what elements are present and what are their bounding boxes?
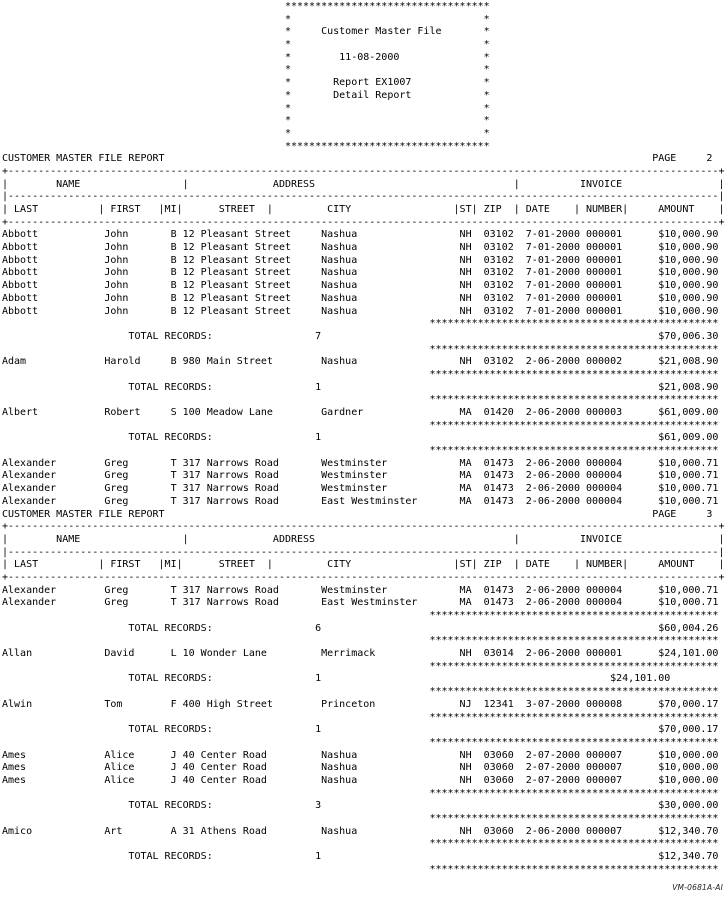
page-header: CUSTOMER MASTER FILE REPORT PAGE 3 (2, 508, 713, 520)
detail-row: Abbott John B 12 Pleasant Street Nashua NH 03102 7-01-2000 000001 $10,000.90 (2, 267, 719, 279)
detail-row: Abbott John B 12 Pleasant Street Nashua NH 03102 7-01-2000 000001 $10,000.90 (2, 242, 719, 254)
separator-line: ************************************************ (2, 686, 719, 698)
detail-row: Alexander Greg T 317 Narrows Road Westminster MA 01473 2-06-2000 000004 $10,000.71 (2, 584, 719, 596)
separator-line: ************************************************ (2, 813, 719, 824)
detail-row: Abbott John B 12 Pleasant Street Nashua NH 03102 7-01-2000 000001 $10,000.90 (2, 280, 719, 292)
total-line: TOTAL RECORDS: 1 $70,000.17 (2, 724, 719, 736)
total-line: TOTAL RECORDS: 1 $24,101.00 (2, 673, 671, 685)
total-line: TOTAL RECORDS: 6 $60,004.26 (2, 622, 719, 634)
separator-line: ************************************************ (2, 635, 719, 647)
table-border: +----------------------------------------------------------------------------------------------------------------------+ (2, 165, 725, 177)
detail-row: Alexander Greg T 317 Narrows Road East Westminster MA 01473 2-06-2000 000004 $10,000.71 (2, 495, 719, 507)
table-border: +----------------------------------------------------------------------------------------------------------------------+ (2, 521, 725, 533)
detail-row: Albert Robert S 100 Meadow Lane Gardner MA 01420 2-06-2000 000003 $61,009.00 (2, 407, 719, 418)
detail-row: Allan David L 10 Wonder Lane Merrimack NH 03014 2-06-2000 000001 $24,101.00 (2, 648, 719, 660)
report-body (2, 1, 724, 876)
figure-label: VM-0681A-AI (672, 883, 723, 892)
detail-row: Abbott John B 12 Pleasant Street Nashua NH 03102 7-01-2000 000001 $10,000.90 (2, 305, 719, 317)
detail-row: Ames Alice J 40 Center Road Nashua NH 03060 2-07-2000 000007 $10,000.00 (2, 749, 719, 761)
separator-line: ************************************************ (2, 318, 719, 330)
separator-line: ************************************************ (2, 368, 719, 380)
banner-report-type: * Detail Report * (2, 89, 490, 101)
table-border: |----------------------------------------------------------------------------------------------------------------------| (2, 191, 725, 203)
banner-title: * Customer Master File * (2, 26, 490, 38)
table-border: |----------------------------------------------------------------------------------------------------------------------| (2, 546, 725, 558)
separator-line: ************************************************ (2, 660, 719, 672)
total-line: TOTAL RECORDS: 3 $30,000.00 (2, 800, 719, 812)
detail-row: Alexander Greg T 317 Narrows Road Westminster MA 01473 2-06-2000 000004 $10,000.71 (2, 457, 719, 469)
separator-line: ************************************************ (2, 394, 719, 406)
separator-line: ************************************************ (2, 445, 719, 457)
banner-line: * * (2, 13, 490, 25)
detail-row: Alwin Tom F 400 High Street Princeton NJ 12341 3-07-2000 000008 $70,000.17 (2, 698, 719, 710)
separator-line: ************************************************ (2, 787, 719, 799)
detail-row: Ames Alice J 40 Center Road Nashua NH 03060 2-07-2000 000007 $10,000.00 (2, 774, 719, 786)
detail-row: Alexander Greg T 317 Narrows Road Westminster MA 01473 2-06-2000 000004 $10,000.71 (2, 483, 719, 495)
total-line: TOTAL RECORDS: 1 $12,340.70 (2, 851, 719, 863)
separator-line: ************************************************ (2, 711, 719, 723)
table-column-header: | LAST | FIRST |MI| STREET | CITY |ST| ZIP | DATE | NUMBER| AMOUNT | (2, 204, 725, 215)
detail-row: Abbott John B 12 Pleasant Street Nashua NH 03102 7-01-2000 000001 $10,000.90 (2, 229, 719, 241)
total-line: TOTAL RECORDS: 7 $70,006.30 (2, 330, 719, 342)
table-border: +----------------------------------------------------------------------------------------------------------------------+ (2, 216, 725, 228)
detail-row: Adam Harold B 980 Main Street Nashua NH 03102 2-06-2000 000002 $21,008.90 (2, 356, 719, 368)
page-header: CUSTOMER MASTER FILE REPORT PAGE 2 (2, 153, 713, 165)
banner-line: * * (2, 115, 490, 127)
detail-row: Alexander Greg T 317 Narrows Road East Westminster MA 01473 2-06-2000 000004 $10,000.71 (2, 597, 719, 609)
detail-row: Amico Art A 31 Athens Road Nashua NH 03060 2-06-2000 000007 $12,340.70 (2, 825, 719, 837)
banner-border: ********************************** (2, 1, 490, 12)
total-line: TOTAL RECORDS: 1 $61,009.00 (2, 432, 719, 444)
table-section-header: | NAME | ADDRESS | INVOICE | (2, 178, 725, 190)
banner-line: * * (2, 39, 490, 51)
separator-line: ************************************************ (2, 343, 719, 355)
separator-line: ************************************************ (2, 838, 719, 850)
detail-row: Abbott John B 12 Pleasant Street Nashua NH 03102 7-01-2000 000001 $10,000.90 (2, 254, 719, 266)
table-section-header: | NAME | ADDRESS | INVOICE | (2, 533, 725, 545)
table-border: +----------------------------------------------------------------------------------------------------------------------+ (2, 571, 725, 583)
table-column-header: | LAST | FIRST |MI| STREET | CITY |ST| ZIP | DATE | NUMBER| AMOUNT | (2, 559, 725, 571)
detail-row: Alexander Greg T 317 Narrows Road Westminster MA 01473 2-06-2000 000004 $10,000.71 (2, 470, 719, 482)
banner-line: * * (2, 102, 490, 114)
separator-line: ************************************************ (2, 419, 719, 431)
separator-line: ************************************************ (2, 863, 719, 875)
separator-line: ************************************************ (2, 610, 719, 621)
banner-report-id: * Report EX1007 * (2, 77, 490, 89)
detail-row: Abbott John B 12 Pleasant Street Nashua NH 03102 7-01-2000 000001 $10,000.90 (2, 292, 719, 304)
banner-line: * * (2, 127, 490, 139)
banner-line: * * (2, 64, 490, 76)
separator-line: ************************************************ (2, 736, 719, 748)
banner-date: * 11-08-2000 * (2, 51, 490, 63)
banner-border: ********************************** (2, 140, 490, 152)
total-line: TOTAL RECORDS: 1 $21,008.90 (2, 381, 719, 393)
detail-row: Ames Alice J 40 Center Road Nashua NH 03060 2-07-2000 000007 $10,000.00 (2, 762, 719, 774)
